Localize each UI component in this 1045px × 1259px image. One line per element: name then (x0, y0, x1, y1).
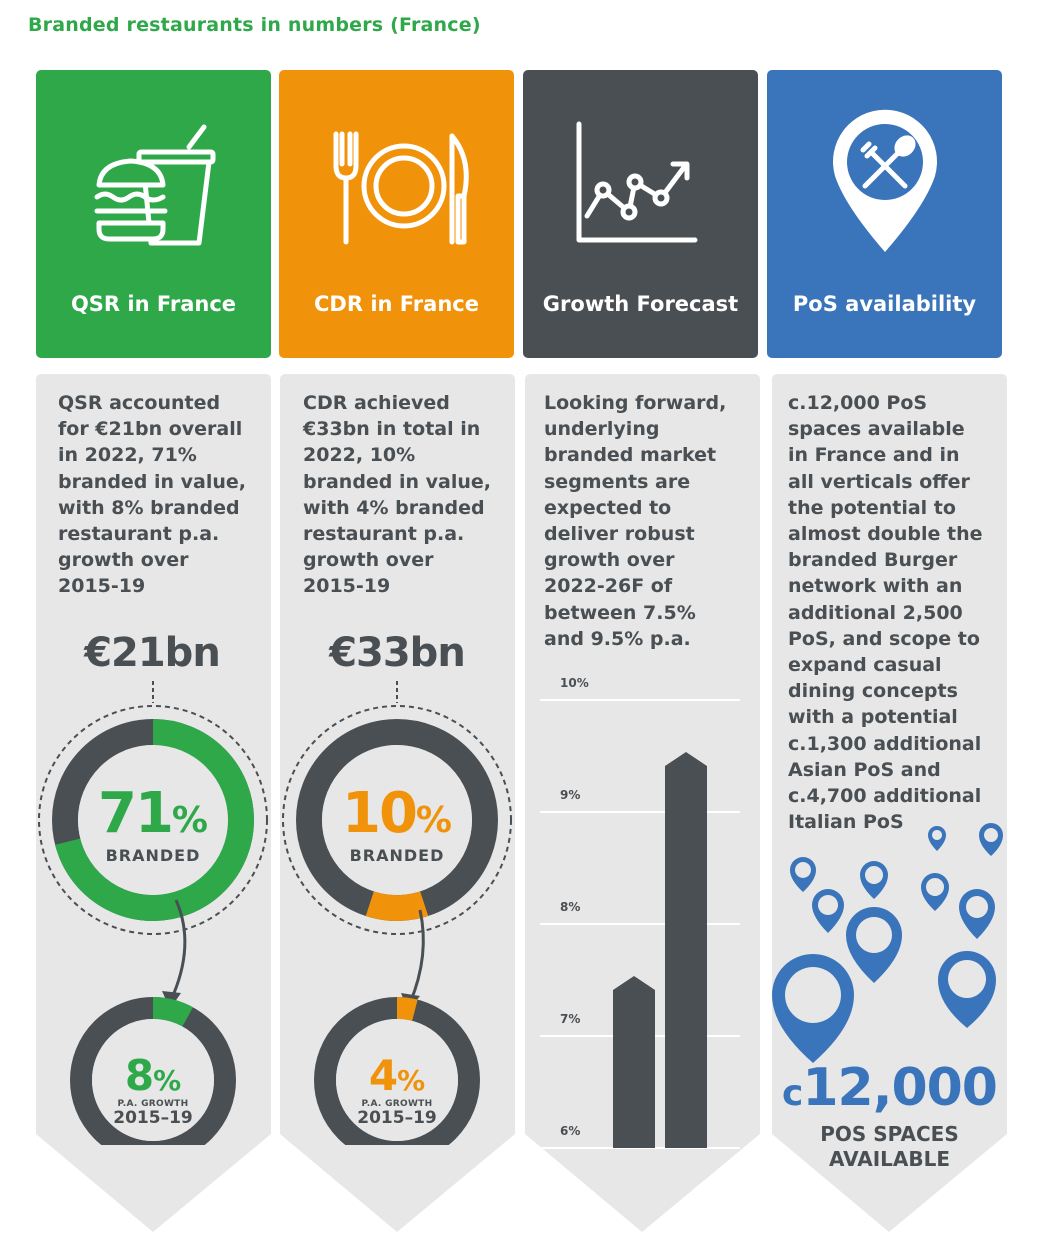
map-pin-icon (928, 826, 946, 851)
y-tick-label: 9% (560, 788, 581, 802)
percent-sign: % (415, 800, 452, 841)
y-tick-label: 7% (560, 1012, 581, 1026)
bar (613, 976, 655, 1148)
map-pin-icon (938, 951, 996, 1028)
qsr-branded-pct: 71 (97, 781, 172, 846)
page-title: Branded restaurants in numbers (France) (28, 14, 481, 36)
cutlery-plate-icon (324, 130, 474, 250)
qsr-growth-pct: 8 (124, 1051, 154, 1100)
cdr-branded-label: BRANDED (349, 846, 445, 865)
map-pin-icon (772, 954, 854, 1063)
card-pos (767, 70, 1002, 358)
percent-sign: % (397, 1064, 426, 1097)
cdr-period: 2015–19 (357, 1108, 437, 1128)
map-pin-cutlery-icon (825, 106, 945, 256)
pos-caption (772, 1122, 1007, 1172)
qsr-period: 2015–19 (113, 1108, 193, 1128)
qsr-branded-label: BRANDED (105, 846, 201, 865)
pos-caption-line1: POS SPACES (820, 1122, 959, 1146)
qsr-description: QSR accounted for €21bn overall in 2022, 71% branded in value, with 8% branded restaurant p.a. growth over 2015-19 (58, 392, 247, 598)
growth-chart-icon (573, 120, 703, 250)
burger-drink-icon (91, 115, 231, 255)
card-growth (523, 70, 758, 358)
percent-sign: % (153, 1064, 182, 1097)
qsr-growth-center (93, 1051, 213, 1128)
cdr-total: €33bn (329, 630, 465, 676)
y-tick-label: 10% (560, 676, 589, 690)
cdr-growth-pct: 4 (368, 1051, 398, 1100)
pos-total-prefix: c (781, 1073, 803, 1114)
map-pin-icon (846, 907, 902, 983)
y-tick-label: 6% (560, 1124, 581, 1138)
map-pin-icon (812, 889, 844, 933)
bar (665, 752, 707, 1148)
card-cdr (279, 70, 514, 358)
cdr-growth-label: P.A. GROWTH (361, 1099, 433, 1109)
qsr-branded-center (73, 781, 233, 865)
growth-description: Looking forward, underlying branded market segments are expected to deliver robust growth over 2022-26F of between 7.5% and 9.5% p.a. (544, 392, 727, 650)
map-pin-icon (959, 889, 995, 939)
growth-bar-chart (525, 670, 760, 1170)
cdr-description: CDR achieved €33bn in total in 2022, 10% branded in value, with 4% branded restaurant p.a. growth over 2015-19 (303, 392, 492, 598)
pos-caption-line2: AVAILABLE (828, 1147, 951, 1171)
card-qsr (36, 70, 271, 358)
percent-sign: % (171, 800, 208, 841)
card-label: CDR in France (314, 292, 479, 316)
qsr-total: €21bn (84, 630, 220, 676)
map-pin-icon (921, 873, 949, 911)
card-label: Growth Forecast (542, 292, 739, 316)
cdr-growth-center (337, 1051, 457, 1128)
card-label: PoS availability (792, 292, 977, 316)
pos-total-number: 12,000 (802, 1058, 997, 1118)
pos-total (772, 1058, 1007, 1118)
y-tick-label: 8% (560, 900, 581, 914)
map-pin-icon (860, 861, 888, 899)
cdr-branded-center (317, 781, 477, 865)
card-label: QSR in France (70, 292, 237, 316)
pos-description: c.12,000 PoS spaces available in France and in all verticals offer the potential to almost double the branded Burger network with an additional 2,500 PoS, and scope to expand casual dining concepts with a potential c.1,300 additional Asian PoS and c.4,700 additional Italian PoS (788, 392, 983, 834)
qsr-growth-label: P.A. GROWTH (117, 1099, 189, 1109)
cdr-branded-pct: 10 (341, 781, 416, 846)
map-pin-icon (790, 857, 816, 892)
map-pin-icon (979, 823, 1003, 856)
pos-pins-graphic (772, 815, 1007, 1065)
